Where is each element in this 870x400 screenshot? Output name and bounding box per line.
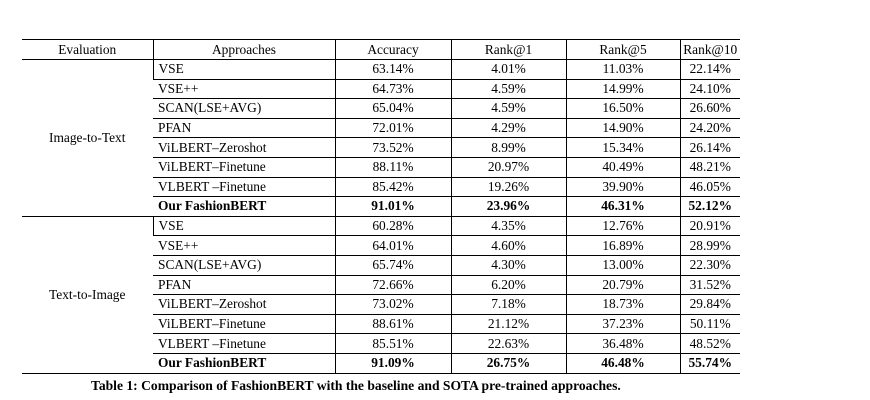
accuracy-cell: 88.61% (335, 314, 451, 334)
results-table-container (22, 39, 740, 374)
rank10-cell: 52.12% (680, 197, 740, 217)
rank1-cell: 4.59% (451, 99, 566, 119)
rank10-cell: 22.14% (680, 60, 740, 80)
rank5-cell: 14.99% (566, 79, 680, 99)
approach-cell: VSE++ (153, 236, 335, 256)
approach-cell: VSE (153, 60, 335, 80)
accuracy-cell: 91.01% (335, 197, 451, 217)
rank5-cell: 18.73% (566, 295, 680, 315)
rank1-cell: 26.75% (451, 353, 566, 373)
rank1-cell: 7.18% (451, 295, 566, 315)
rank1-cell: 22.63% (451, 334, 566, 354)
rank10-cell: 24.20% (680, 118, 740, 138)
accuracy-cell: 85.42% (335, 177, 451, 197)
rank5-cell: 46.31% (566, 197, 680, 217)
rank1-cell: 4.29% (451, 118, 566, 138)
accuracy-cell: 65.04% (335, 99, 451, 119)
rank1-cell: 20.97% (451, 157, 566, 177)
rank10-cell: 22.30% (680, 255, 740, 275)
rank5-cell: 13.00% (566, 255, 680, 275)
header-rank10: Rank@10 (680, 40, 740, 60)
accuracy-cell: 73.52% (335, 138, 451, 158)
accuracy-cell: 65.74% (335, 255, 451, 275)
approach-cell: ViLBERT–Zeroshot (153, 295, 335, 315)
table-caption: Table 1: Comparison of FashionBERT with the baseline and SOTA pre-trained approaches. (91, 378, 621, 393)
rank5-cell: 40.49% (566, 157, 680, 177)
rank5-cell: 12.76% (566, 216, 680, 236)
header-rank1: Rank@1 (451, 40, 566, 60)
rank5-cell: 36.48% (566, 334, 680, 354)
rank5-cell: 39.90% (566, 177, 680, 197)
evaluation-cell: Image-to-Text (22, 60, 153, 217)
approach-cell: SCAN(LSE+AVG) (153, 99, 335, 119)
rank10-cell: 48.52% (680, 334, 740, 354)
rank10-cell: 48.21% (680, 157, 740, 177)
accuracy-cell: 73.02% (335, 295, 451, 315)
rank1-cell: 6.20% (451, 275, 566, 295)
accuracy-cell: 72.01% (335, 118, 451, 138)
rank10-cell: 46.05% (680, 177, 740, 197)
rank10-cell: 26.14% (680, 138, 740, 158)
accuracy-cell: 72.66% (335, 275, 451, 295)
header-evaluation: Evaluation (22, 40, 153, 60)
rank5-cell: 14.90% (566, 118, 680, 138)
table-row (22, 216, 740, 236)
rank10-cell: 31.52% (680, 275, 740, 295)
rank1-cell: 4.35% (451, 216, 566, 236)
rank5-cell: 37.23% (566, 314, 680, 334)
rank5-cell: 46.48% (566, 353, 680, 373)
approach-cell: Our FashionBERT (153, 353, 335, 373)
header-approaches: Approaches (153, 40, 335, 60)
rank5-cell: 20.79% (566, 275, 680, 295)
approach-cell: VSE++ (153, 79, 335, 99)
accuracy-cell: 64.73% (335, 79, 451, 99)
rank10-cell: 28.99% (680, 236, 740, 256)
evaluation-cell: Text-to-Image (22, 216, 153, 373)
rank10-cell: 26.60% (680, 99, 740, 119)
approach-cell: Our FashionBERT (153, 197, 335, 217)
rank1-cell: 4.59% (451, 79, 566, 99)
approach-cell: VLBERT –Finetune (153, 334, 335, 354)
approach-cell: VLBERT –Finetune (153, 177, 335, 197)
rank10-cell: 20.91% (680, 216, 740, 236)
rank1-cell: 8.99% (451, 138, 566, 158)
table-body (22, 60, 740, 374)
accuracy-cell: 60.28% (335, 216, 451, 236)
rank5-cell: 16.89% (566, 236, 680, 256)
header-accuracy: Accuracy (335, 40, 451, 60)
accuracy-cell: 88.11% (335, 157, 451, 177)
accuracy-cell: 63.14% (335, 60, 451, 80)
rank10-cell: 29.84% (680, 295, 740, 315)
approach-cell: PFAN (153, 118, 335, 138)
approach-cell: SCAN(LSE+AVG) (153, 255, 335, 275)
approach-cell: ViLBERT–Finetune (153, 314, 335, 334)
rank10-cell: 24.10% (680, 79, 740, 99)
rank10-cell: 55.74% (680, 353, 740, 373)
rank5-cell: 11.03% (566, 60, 680, 80)
rank1-cell: 4.30% (451, 255, 566, 275)
accuracy-cell: 85.51% (335, 334, 451, 354)
header-rank5: Rank@5 (566, 40, 680, 60)
approach-cell: ViLBERT–Zeroshot (153, 138, 335, 158)
rank1-cell: 21.12% (451, 314, 566, 334)
comparison-table (22, 39, 740, 374)
accuracy-cell: 91.09% (335, 353, 451, 373)
rank5-cell: 16.50% (566, 99, 680, 119)
rank1-cell: 23.96% (451, 197, 566, 217)
rank1-cell: 4.60% (451, 236, 566, 256)
rank10-cell: 50.11% (680, 314, 740, 334)
rank1-cell: 4.01% (451, 60, 566, 80)
table-row (22, 60, 740, 80)
accuracy-cell: 64.01% (335, 236, 451, 256)
approach-cell: ViLBERT–Finetune (153, 157, 335, 177)
table-header-row (22, 40, 740, 60)
approach-cell: VSE (153, 216, 335, 236)
rank1-cell: 19.26% (451, 177, 566, 197)
approach-cell: PFAN (153, 275, 335, 295)
rank5-cell: 15.34% (566, 138, 680, 158)
